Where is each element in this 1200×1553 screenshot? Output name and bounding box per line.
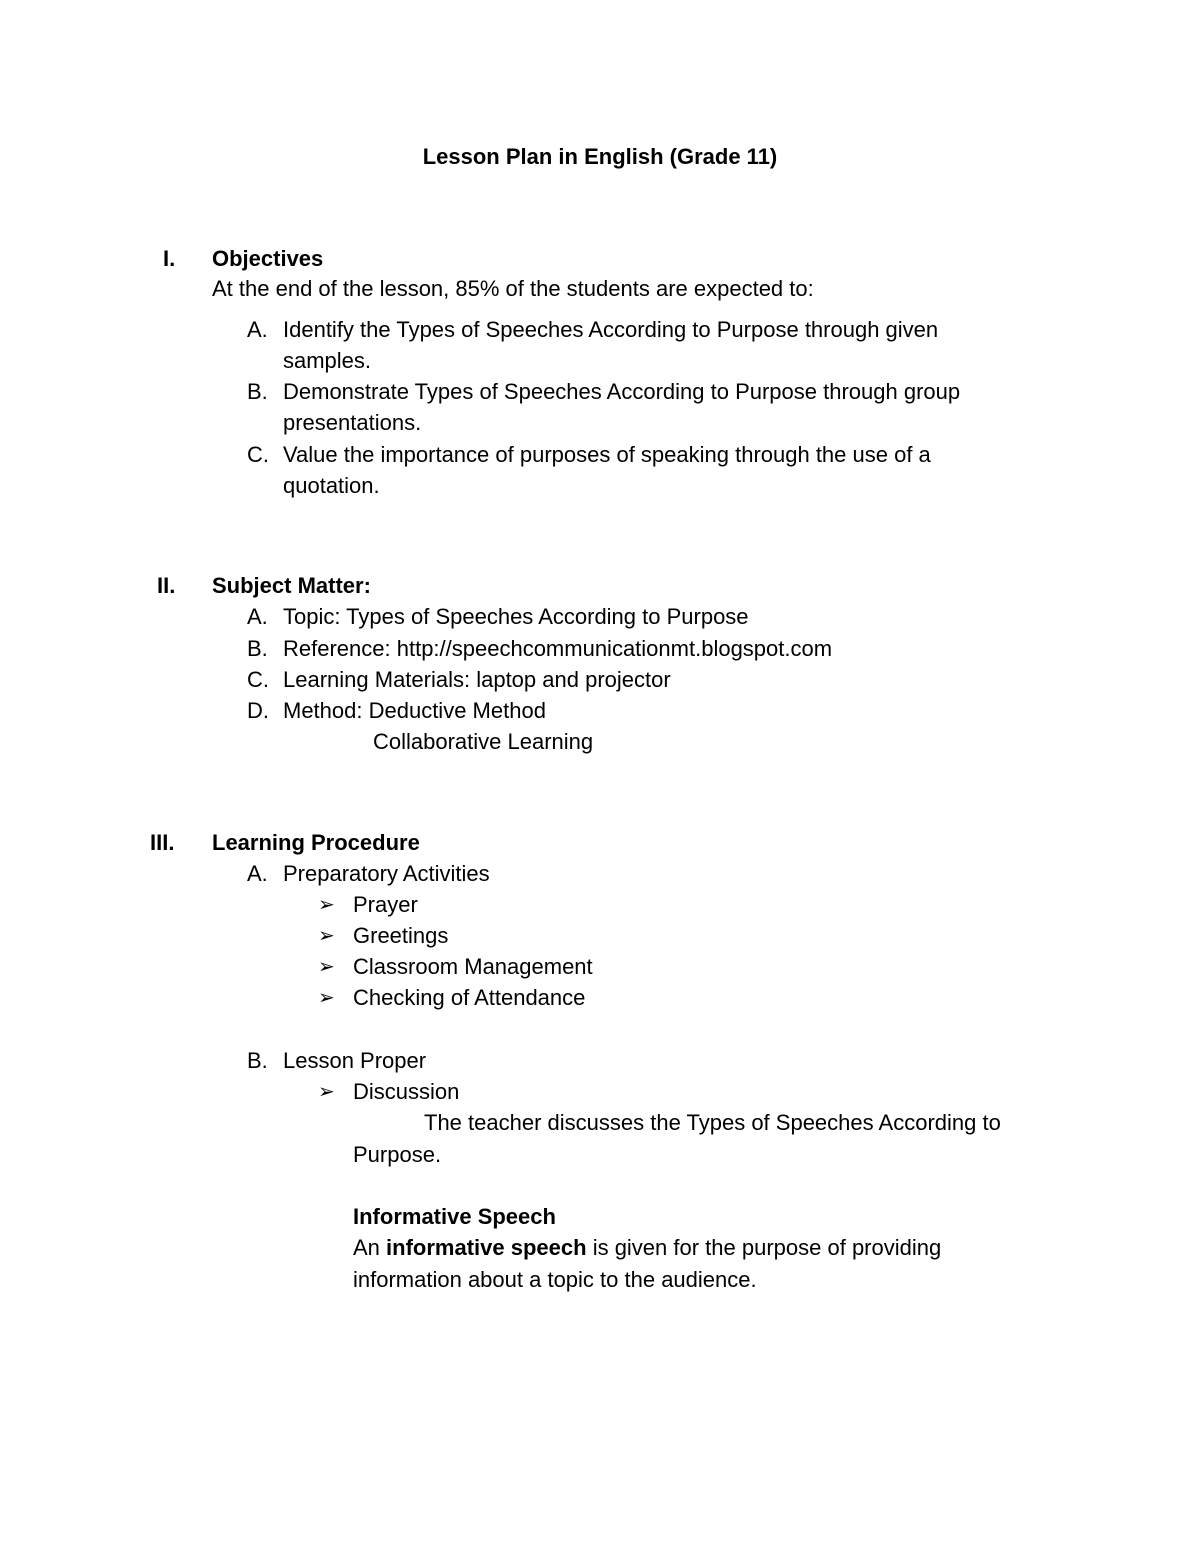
subheading-informative-speech: Informative Speech bbox=[353, 1204, 556, 1229]
part-label-preparatory: Preparatory Activities bbox=[283, 861, 490, 886]
subject-item-topic: Topic: Types of Speeches According to Purpose bbox=[283, 604, 749, 629]
section-numeral: II. bbox=[157, 573, 176, 598]
section-heading-learning-procedure: Learning Procedure bbox=[212, 830, 420, 855]
document-title: Lesson Plan in English (Grade 11) bbox=[422, 144, 778, 169]
definition-prefix: An bbox=[353, 1235, 380, 1260]
discussion-text: The teacher discusses the Types of Speeches According to bbox=[424, 1110, 1001, 1135]
list-item: Discussion bbox=[353, 1079, 460, 1104]
section-numeral: III. bbox=[150, 830, 175, 855]
subject-item-reference: Reference: http://speechcommunicationmt.blogspot.com bbox=[283, 636, 833, 661]
objective-text: presentations. bbox=[283, 410, 422, 435]
list-letter: C. bbox=[247, 667, 269, 692]
subject-item-method-continuation: Collaborative Learning bbox=[373, 729, 594, 754]
arrowhead-bullet-icon: ➢ bbox=[318, 987, 335, 1009]
objective-text: Identify the Types of Speeches According to Purpose through given bbox=[283, 317, 939, 342]
definition-suffix: is given for the purpose of providing bbox=[592, 1235, 942, 1260]
list-letter: D. bbox=[247, 698, 269, 723]
subject-item-method: Method: Deductive Method bbox=[283, 698, 546, 723]
section-numeral: I. bbox=[163, 246, 176, 271]
objective-text: samples. bbox=[283, 348, 372, 373]
list-letter: C. bbox=[247, 442, 269, 467]
list-item: Greetings bbox=[353, 923, 449, 948]
list-letter: A. bbox=[247, 604, 268, 629]
list-item: Prayer bbox=[353, 892, 418, 917]
section-heading-objectives: Objectives bbox=[212, 246, 324, 271]
definition-line: information about a topic to the audience. bbox=[353, 1267, 757, 1292]
arrowhead-bullet-icon: ➢ bbox=[318, 1081, 335, 1103]
list-letter: A. bbox=[247, 861, 268, 886]
discussion-text: Purpose. bbox=[353, 1142, 442, 1167]
list-item: Classroom Management bbox=[353, 954, 593, 979]
objective-text: Demonstrate Types of Speeches According to Purpose through group bbox=[283, 379, 961, 404]
list-letter: B. bbox=[247, 636, 268, 661]
part-label-lesson-proper: Lesson Proper bbox=[283, 1048, 427, 1073]
objective-text: quotation. bbox=[283, 473, 380, 498]
arrowhead-bullet-icon: ➢ bbox=[318, 925, 335, 947]
subject-item-materials: Learning Materials: laptop and projector bbox=[283, 667, 671, 692]
definition-line bbox=[353, 1237, 941, 1259]
section-heading-subject-matter: Subject Matter: bbox=[212, 573, 371, 598]
list-letter: A. bbox=[247, 317, 268, 342]
objective-text: Value the importance of purposes of speaking through the use of a bbox=[283, 442, 931, 467]
objectives-intro: At the end of the lesson, 85% of the students are expected to: bbox=[212, 276, 814, 301]
list-item: Checking of Attendance bbox=[353, 985, 586, 1010]
arrowhead-bullet-icon: ➢ bbox=[318, 894, 335, 916]
definition-term: informative speech bbox=[386, 1235, 587, 1260]
list-letter: B. bbox=[247, 1048, 268, 1073]
arrowhead-bullet-icon: ➢ bbox=[318, 956, 335, 978]
list-letter: B. bbox=[247, 379, 268, 404]
